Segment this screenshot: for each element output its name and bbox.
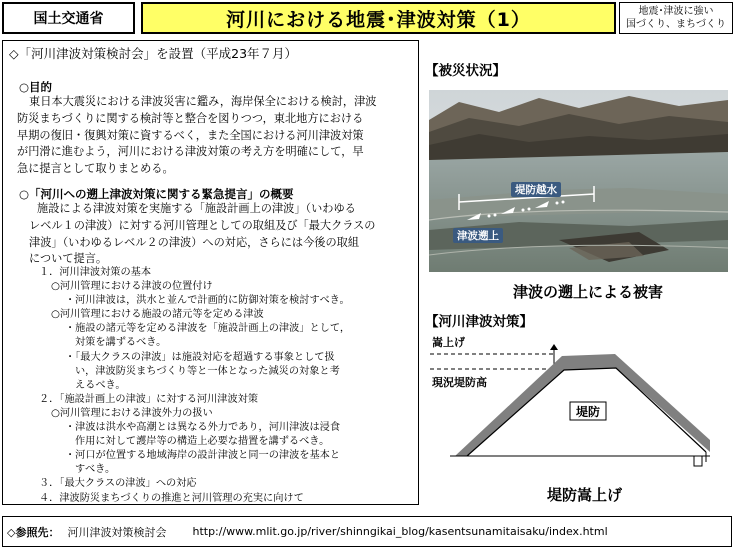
reference-name: 河川津波対策検討会 xyxy=(67,525,167,539)
outline-item: １．河川津波対策の基本 xyxy=(39,267,152,278)
reference-label: ◇参照先： xyxy=(7,525,60,539)
purpose-line: 急に提言として取りまとめる。 xyxy=(17,162,174,176)
outline-item: ・津波は洪水や高潮とは異なる外力であり，河川津波は浸食 xyxy=(65,422,341,434)
theme-tag-line2: 国づくり、まちづくり xyxy=(626,19,726,30)
left-content-box xyxy=(2,40,419,505)
outline-item: ・河口が位置する地域海岸の設計津波と同一の津波を基本と xyxy=(65,450,341,462)
outline-item: い，津波防災まちづくり等と一体となった減災の対象と考 xyxy=(75,365,340,377)
proposal-line: 施設による津波対策を実施する「施設計画上の津波」（いわゆる xyxy=(37,202,356,215)
outline-item: ○河川管理における津波の位置付け xyxy=(51,281,213,293)
outline-item: 対策を講ずるべき。 xyxy=(75,337,167,349)
proposal-line: 津波」（いわゆるレベル２の津波）への対応，さらには今後の取組 xyxy=(29,235,360,249)
proposal-line: について提言。 xyxy=(29,252,108,266)
levee-cross-section xyxy=(430,332,730,480)
reference-footer xyxy=(2,516,732,547)
purpose-line: 東日本大震災における津波災害に鑑み，海岸保全における検討，津波 xyxy=(29,95,377,108)
levee-raise-diagram xyxy=(430,332,730,480)
page-title: 河川における地震･津波対策（1） xyxy=(141,2,616,34)
measures-section-label: 【河川津波対策】 xyxy=(425,314,533,330)
tsunami-photo-illustration xyxy=(429,90,728,272)
header-bar xyxy=(0,0,735,40)
outline-item: すべき。 xyxy=(75,464,116,476)
levee-label: 堤防 xyxy=(575,405,601,419)
outline-item: ４．津波防災まちづくりの推進と河川管理の充実に向けて xyxy=(39,492,304,504)
ministry-label: 国土交通省 xyxy=(2,2,135,34)
outline-item: えるべき。 xyxy=(75,379,126,391)
outline-item: ・「最大クラスの津波」は施設対応を超過する事象として扱 xyxy=(65,351,335,363)
current-height-label: 現況堤防高 xyxy=(432,376,487,389)
reference-url[interactable]: http://www.mlit.go.jp/river/shinngikai_blog/kasentsunamitaisaku/index.html xyxy=(192,525,608,538)
outline-item: 作用に対して護岸等の構造上必要な措置を講ずるべき。 xyxy=(75,436,330,448)
measures-caption: 堤防嵩上げ xyxy=(547,486,623,504)
overflow-label: 堤防越水 xyxy=(515,184,557,196)
damage-section-label: 【被災状況】 xyxy=(425,63,506,79)
outline-item: ２．「施設計画上の津波」に対する河川津波対策 xyxy=(39,393,259,405)
purpose-line: 防災まちづくりに関する検討等と整合を図りつつ，東北地方における xyxy=(17,111,364,125)
outline-item: ○河川管理における津波外力の扱い xyxy=(51,407,213,419)
proposal-line: レベル１の津波）に対する河川管理としての取組及び「最大クラスの xyxy=(29,218,376,232)
outline-list xyxy=(39,266,350,506)
proposal-title: ○「河川への遡上津波対策に関する緊急提言」の概要 xyxy=(19,187,294,201)
purpose-line: が円滑に進むよう，河川における津波対策の考え方を明確にして，早 xyxy=(17,145,364,159)
raise-label: 嵩上げ xyxy=(432,336,465,349)
damage-caption: 津波の遡上による被害 xyxy=(513,283,664,301)
tsunami-aerial-photo xyxy=(429,90,728,272)
theme-tag xyxy=(619,2,733,34)
outline-item: ・施設の諸元等を定める津波を「施設計画上の津波」として， xyxy=(65,323,351,335)
theme-tag-line1: 地震･津波に強い xyxy=(638,6,714,17)
runup-label: 津波遡上 xyxy=(457,230,499,242)
purpose-line: 早期の復旧・復興対策に資するべく，また全国における河川津波対策 xyxy=(17,128,364,142)
purpose-paragraph xyxy=(17,94,377,178)
purpose-title: ○目的 xyxy=(19,80,53,94)
proposal-paragraph xyxy=(29,201,375,268)
committee-heading: ◇「河川津波対策検討会」を設置（平成23年７月） xyxy=(9,46,298,61)
outline-item: ・河川津波は，洪水と並んで計画的に防御対策を検討すべき。 xyxy=(65,295,350,307)
outline-item: ○河川管理における施設の諸元等を定める津波 xyxy=(51,309,264,321)
outline-item: ３．「最大クラスの津波」への対応 xyxy=(39,478,197,490)
